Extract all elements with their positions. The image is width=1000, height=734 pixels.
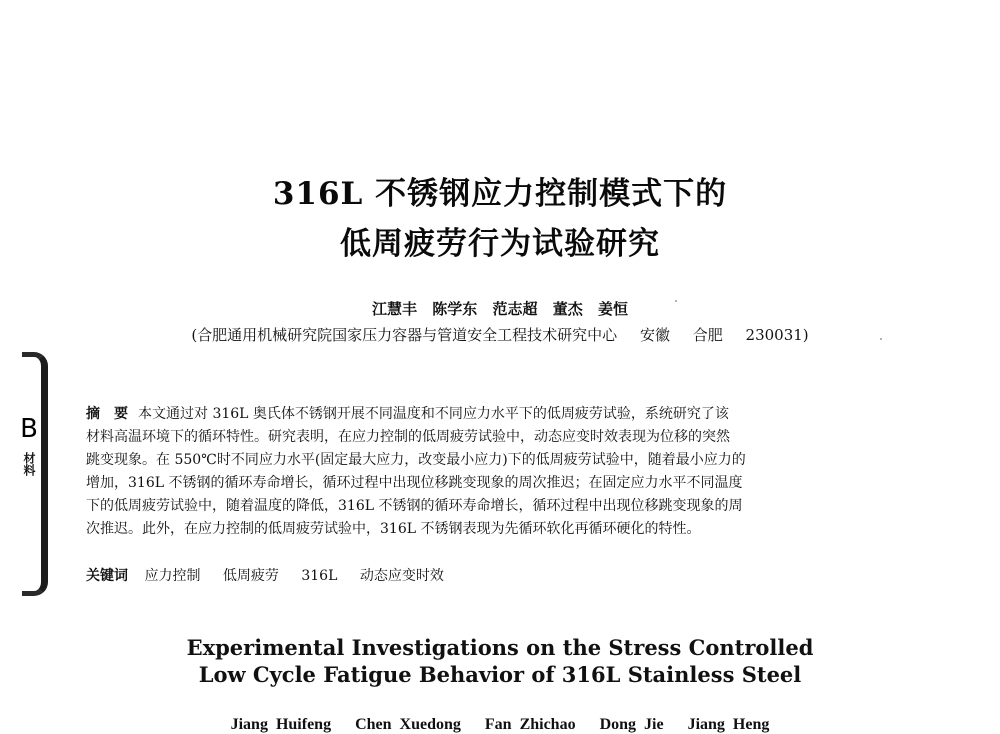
keywords xyxy=(86,565,462,585)
author-cn: 姜恒 xyxy=(597,300,628,318)
title-cn-line2: 低周疲劳行为试验研究 xyxy=(340,226,660,262)
title-cn-line1: 316L 不锈钢应力控制模式下的 xyxy=(272,176,728,212)
author-en: Dong Jie xyxy=(599,716,664,733)
abstract-label: 摘 要 xyxy=(86,406,128,422)
keyword: 应力控制 xyxy=(144,568,201,584)
abstract-line: 材料高温环境下的循环特性。研究表明，在应力控制的低周疲劳试验中，动态应变时效表现为位移的突然 xyxy=(86,429,730,445)
keyword: 316L xyxy=(301,568,338,584)
scan-speck xyxy=(880,338,882,340)
affiliation-cn xyxy=(0,324,1000,345)
abstract-line: 下的低周疲劳试验中，随着温度的降低，316L 不锈钢的循环寿命增长，循环过程中出现位移跳变现象的周 xyxy=(86,498,743,514)
authors-en xyxy=(0,716,1000,734)
author-en: Jiang Heng xyxy=(687,716,770,733)
section-category-text: 材料 xyxy=(22,452,36,476)
section-side-tab xyxy=(18,352,54,598)
abstract-line: 增加，316L 不锈钢的循环寿命增长，循环过程中出现位移跳变现象的周次推迟；在固定应力水平不同温度 xyxy=(86,475,743,491)
section-letter: B xyxy=(20,414,38,444)
section-category xyxy=(18,452,40,479)
author-en: Jiang Huifeng xyxy=(230,716,332,733)
title-en-line2: Low Cycle Fatigue Behavior of 316L Stainless Steel xyxy=(198,662,802,687)
abstract-text: 本文通过对 316L 奥氏体不锈钢开展不同温度和不同应力水平下的低周疲劳试验，系统研究了该 xyxy=(138,406,729,422)
affiliation-postcode: 230031) xyxy=(745,326,809,344)
keyword: 动态应变时效 xyxy=(359,568,444,584)
author-en: Chen Xuedong xyxy=(355,716,461,733)
affiliation-city: 合肥 xyxy=(692,326,723,344)
abstract-line xyxy=(86,403,900,426)
author-cn: 董杰 xyxy=(552,300,583,318)
abstract-line: 跳变现象。在 550℃时不同应力水平(固定最大应力，改变最小应力)下的低周疲劳试验中，随着最小应力的 xyxy=(86,452,746,468)
abstract xyxy=(86,403,900,541)
scan-speck xyxy=(675,300,677,302)
title-en-line1: Experimental Investigations on the Stress Controlled xyxy=(186,635,814,660)
keyword: 低周疲劳 xyxy=(222,568,279,584)
affiliation-institution: (合肥通用机械研究院国家压力容器与管道安全工程技术研究中心 xyxy=(191,326,618,344)
author-cn: 范志超 xyxy=(492,300,538,318)
abstract-line: 次推迟。此外，在应力控制的低周疲劳试验中，316L 不锈钢表现为先循环软化再循环硬化的特性。 xyxy=(86,521,701,537)
keywords-label: 关键词 xyxy=(86,568,128,584)
affiliation-province: 安徽 xyxy=(639,326,670,344)
author-cn: 江慧丰 xyxy=(371,300,417,318)
author-cn: 陈学东 xyxy=(432,300,478,318)
author-en: Fan Zhichao xyxy=(484,716,576,733)
authors-cn xyxy=(0,298,1000,319)
